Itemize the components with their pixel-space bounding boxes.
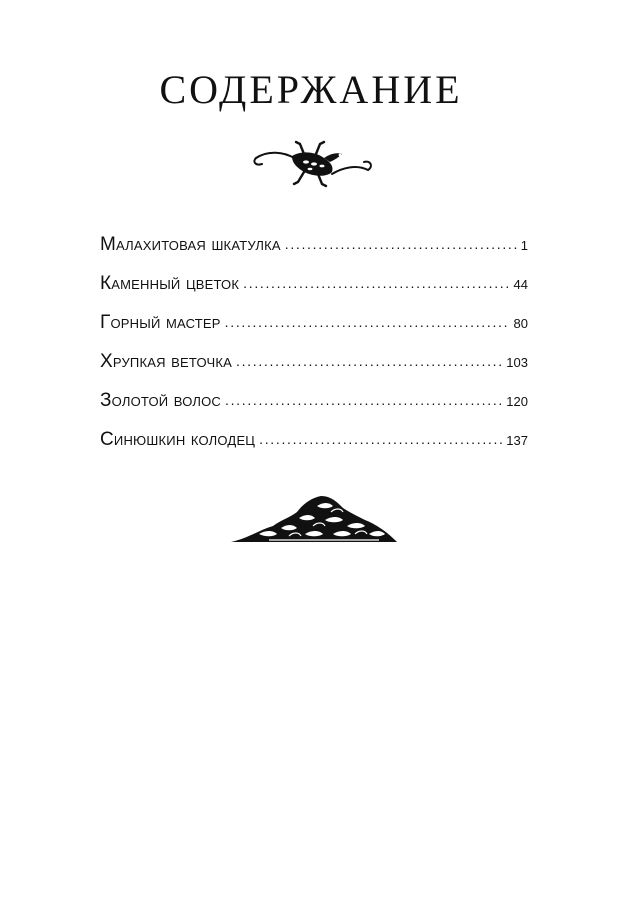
lizard-icon (246, 136, 378, 194)
dot-leader (225, 305, 510, 339)
toc-entry-title[interactable]: Золотой волос (100, 390, 222, 411)
toc-entry-title[interactable]: Каменный цветок (100, 273, 240, 294)
table-of-contents (100, 228, 528, 462)
dot-leader (259, 422, 502, 456)
toc-entry-title[interactable]: Малахитовая шкатулка (100, 234, 281, 255)
toc-entry[interactable] (100, 306, 528, 345)
dot-leader (236, 344, 502, 378)
toc-entry[interactable] (100, 345, 528, 384)
toc-entry[interactable] (100, 423, 528, 462)
toc-entry-title[interactable]: Хрупкая веточка (100, 351, 233, 372)
rock-icon (229, 490, 399, 548)
toc-entry-page: 103 (506, 355, 528, 370)
toc-entry-page: 137 (506, 433, 528, 448)
toc-entry-page: 44 (513, 277, 528, 292)
toc-entry-title[interactable]: Горный мастер (100, 312, 221, 333)
toc-entry[interactable] (100, 384, 528, 423)
toc-entry[interactable] (100, 267, 528, 306)
toc-entry-page: 80 (513, 316, 528, 331)
dot-leader (225, 383, 502, 417)
dot-leader (285, 227, 517, 261)
toc-entry-title[interactable]: Синюшкин колодец (100, 429, 256, 450)
toc-entry-page: 120 (506, 394, 528, 409)
toc-entry-page: 1 (520, 238, 528, 253)
page-title: СОДЕРЖАНИЕ (159, 67, 463, 112)
toc-entry[interactable] (100, 228, 528, 267)
dot-leader (243, 266, 509, 300)
